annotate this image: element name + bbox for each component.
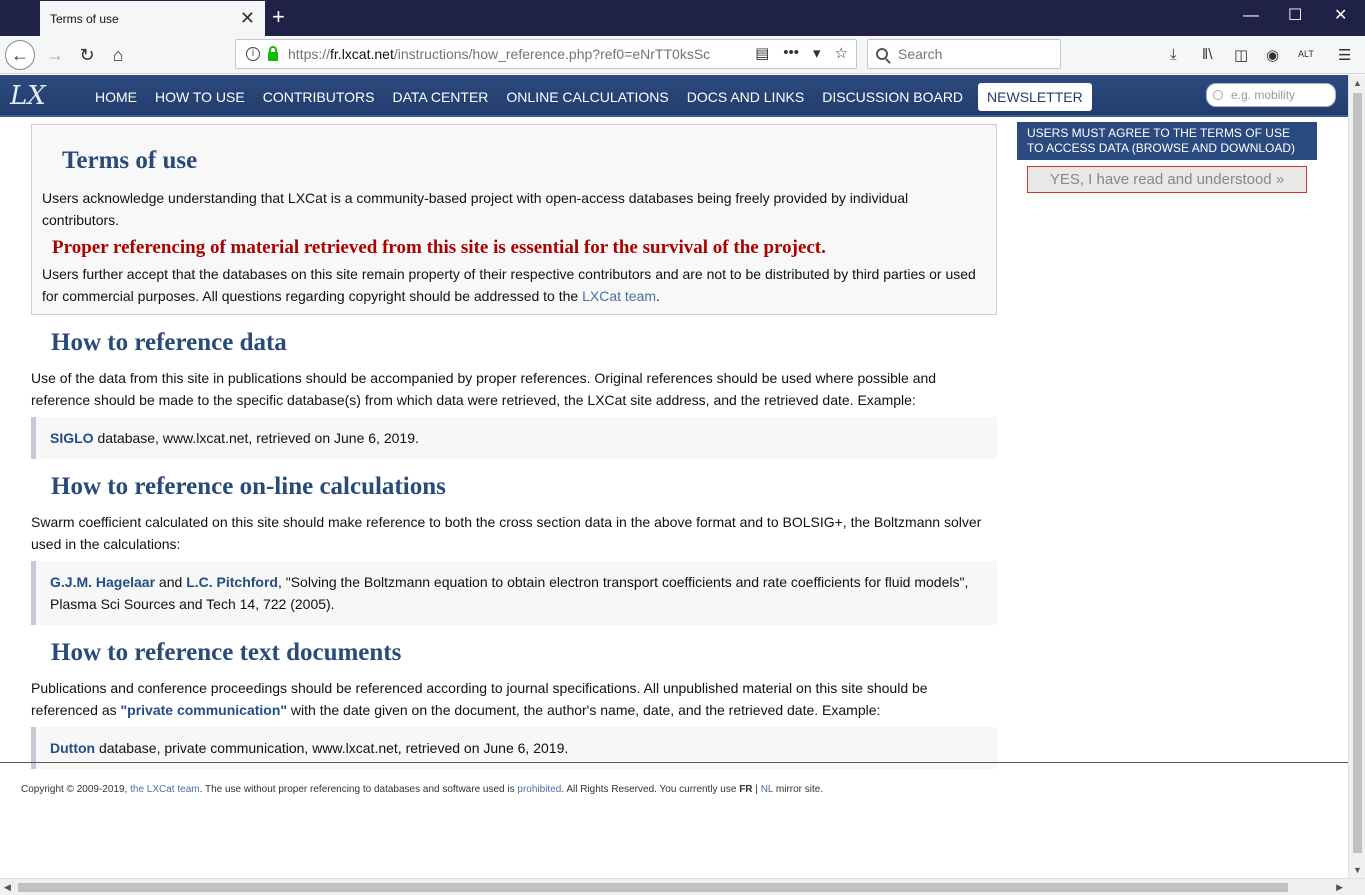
menu-online-calculations[interactable]: ONLINE CALCULATIONS [506,89,669,105]
menu-home[interactable]: HOME [95,89,137,105]
section-reference-data [31,327,997,459]
bookmark-star-icon[interactable]: ☆ [834,45,848,62]
main-content [31,124,997,769]
footer: Copyright © 2009-2019, the LXCat team. The use without proper referencing to databases and software used is prohibited. All Rights Reserved. You currently use FR | NL mirror site. [21,784,824,795]
dutton-link[interactable]: Dutton [50,740,96,756]
menu-discussion-board[interactable]: DISCUSSION BOARD [822,89,964,105]
footer-team-link[interactable]: the LXCat team [130,784,200,795]
menu-icon[interactable]: ☰ [1338,47,1352,64]
menu-newsletter[interactable]: NEWSLETTER [978,83,1092,111]
siglo-link[interactable]: SIGLO [50,430,94,446]
close-window-icon[interactable]: ✕ [1334,7,1348,24]
forward-icon[interactable]: → [46,44,64,65]
minimize-icon[interactable]: — [1243,7,1259,24]
maximize-icon[interactable]: ☐ [1288,7,1303,24]
pitchford-link[interactable]: L.C. Pitchford [186,574,278,590]
agree-button[interactable]: YES, I have read and understood » [1027,166,1307,193]
url-bar[interactable] [235,39,857,69]
hagelaar-link[interactable]: G.J.M. Hagelaar [50,574,156,590]
reference-example: SIGLO database, www.lxcat.net, retrieved on June 6, 2019. [31,417,997,459]
browser-tab-bar [0,0,1365,36]
menu-data-center[interactable]: DATA CENTER [392,89,489,105]
extension-icon[interactable]: ALT [1298,49,1314,59]
page-actions-icon[interactable]: ••• [783,44,800,61]
terms-box [31,124,997,315]
back-icon[interactable]: ← [5,40,35,70]
library-icon[interactable]: ‖\ [1202,46,1213,63]
terms-paragraph-1: Users acknowledge understanding that LXCat is a community-based project with open-access databases being freely provided by individual contributors. [42,190,909,228]
home-icon[interactable]: ⌂ [112,44,124,65]
browser-search-input[interactable] [867,39,1061,69]
lock-icon [268,52,278,61]
lxcat-logo[interactable]: LX [10,81,46,111]
site-menu [86,83,1092,111]
close-tab-icon[interactable]: ✕ [239,8,255,28]
site-search-placeholder: e.g. mobility [1231,88,1296,102]
section-title: How to reference text documents [51,639,402,666]
reload-icon[interactable]: ↻ [79,44,95,65]
reference-example: G.J.M. Hagelaar and L.C. Pitchford, "Solving the Boltzmann equation to obtain electron transport coefficients and rate coefficients for fluid models", Plasma Sci Sources and Tech 14, 722 (2005). [31,561,997,625]
section-text: Use of the data from this site in publications should be accompanied by proper references. Original references should be used where possible and reference should be made to the specific database(s) from which data were retrieved, the LXCat site address, and the retrieved date. Example: [31,370,937,408]
footer-divider [0,762,1348,763]
scroll-right-icon[interactable]: ▶ [1336,882,1343,892]
horizontal-scrollbar[interactable] [0,878,1365,895]
browser-search-placeholder: Search [898,46,943,62]
private-communication: "private communication" [120,702,288,718]
lxcat-team-link[interactable]: LXCat team [582,288,657,304]
site-search-input[interactable] [1206,83,1336,107]
browser-tab[interactable] [40,1,265,36]
info-icon[interactable]: i [246,47,260,61]
section-reference-calculations [31,471,997,625]
account-icon[interactable]: ◉ [1266,47,1280,64]
sidebar-icon[interactable]: ◫ [1234,47,1249,64]
menu-docs-and-links[interactable]: DOCS AND LINKS [686,89,805,105]
site-header [0,75,1348,117]
scroll-up-icon[interactable]: ▲ [1353,78,1362,88]
agree-heading: USERS MUST AGREE TO THE TERMS OF USE TO ACCESS DATA (BROWSE AND DOWNLOAD) [1017,122,1317,160]
vertical-scroll-thumb[interactable] [1353,93,1362,853]
horizontal-scroll-thumb[interactable] [18,883,1288,892]
download-icon[interactable]: ⤓ [1170,46,1177,63]
section-text: Publications and conference proceedings should be referenced according to journal specifications. All unpublished material on this site should be referenced as "private communication" with the date given on the document, the author's name, date, and the retrieved date. Example: [31,680,928,718]
terms-title: Terms of use [62,147,198,174]
search-icon [876,48,888,60]
search-icon [1213,90,1223,100]
tab-title: Terms of use [50,11,119,26]
mirror-nl-link[interactable]: NL [760,784,774,795]
section-title: How to reference data [51,329,287,356]
new-tab-icon[interactable]: + [272,4,285,29]
referencing-warning: Proper referencing of material retrieved from this site is essential for the survival of the project. [52,237,826,258]
scroll-left-icon[interactable]: ◀ [4,882,11,892]
terms-paragraph-2: Users further accept that the databases on this site remain property of their respective contributors and are not to be distributed by third parties or used for commercial purposes. All questions regarding copyright should be addressed to the LXCat team. [42,266,976,304]
footer-prohibited-link[interactable]: prohibited [517,784,562,795]
section-title: How to reference on-line calculations [51,473,446,500]
section-reference-documents [31,637,997,769]
section-text: Swarm coefficient calculated on this site should make reference to both the cross section data in the above format and to BOLSIG+, the Boltzmann solver used in the calculations: [31,514,982,552]
reader-view-icon[interactable]: ▤ [755,45,770,62]
mirror-fr: FR [739,784,753,795]
pocket-icon[interactable]: ▾ [813,45,821,62]
reference-example: Dutton database, private communication, www.lxcat.net, retrieved on June 6, 2019. [31,727,997,769]
url-text[interactable]: https://fr.lxcat.net/instructions/how_reference.php?ref0=eNrTT0ksSc [288,46,711,62]
browser-nav-bar [0,36,1365,74]
vertical-scrollbar[interactable] [1348,75,1365,878]
menu-contributors[interactable]: CONTRIBUTORS [262,89,375,105]
scroll-down-icon[interactable]: ▼ [1353,865,1362,875]
menu-how-to-use[interactable]: HOW TO USE [155,89,245,105]
